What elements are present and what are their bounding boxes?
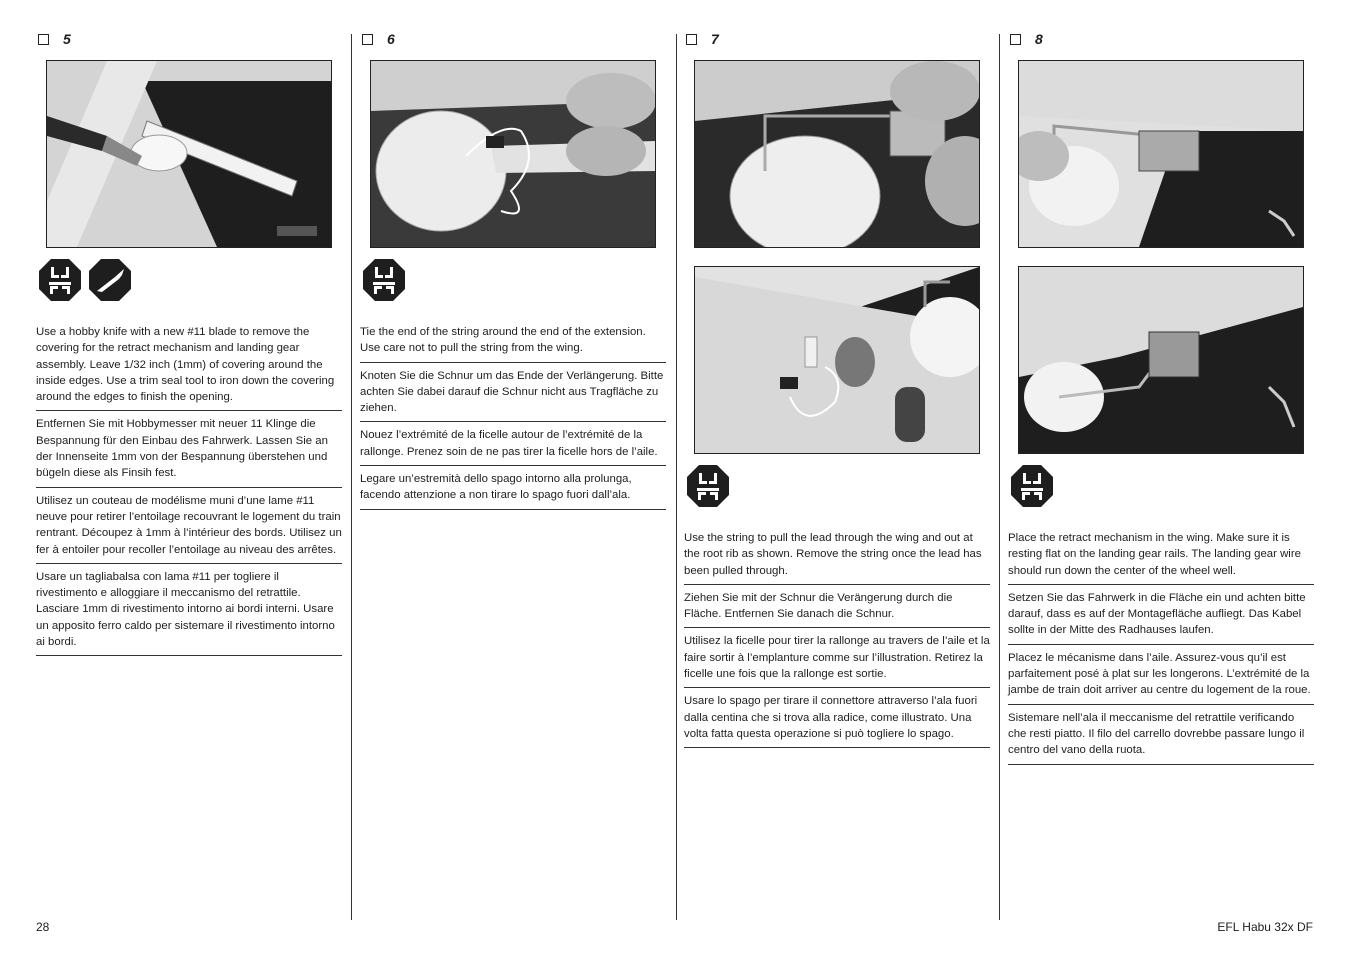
step-number: 6 xyxy=(387,31,395,47)
step-7-photo-bottom xyxy=(694,266,980,454)
step-checkbox[interactable] xyxy=(362,34,373,45)
step-checkbox[interactable] xyxy=(686,34,697,45)
step-number: 7 xyxy=(711,31,719,47)
step-8-column xyxy=(1008,30,1314,770)
glue-tool-icon xyxy=(362,258,406,302)
instruction-fr: Utilisez un couteau de modélisme muni d’une lame #11 neuve pour retirer l’entoilage recouvrant le logement du train rentrant. Découpez à 1mm à l’intérieur des bords. Utilisez un fer à entoiler pour recoller l’entoilage au niveau des arrêtes. xyxy=(36,493,342,564)
glue-tool-icon xyxy=(1010,464,1054,508)
step-5-header xyxy=(36,30,342,48)
instruction-it: Usare lo spago per tirare il connettore attraverso l’ala fuori dalla centina che si trova alla radice, come illustrato. Una volta fatta questa operazione si può togliere lo spago. xyxy=(684,693,990,748)
instruction-fr: Nouez l’extrémité de la ficelle autour de l’extrémité de la rallonge. Prenez soin de ne pas tirer la ficelle hors de l’aile. xyxy=(360,427,666,466)
instruction-en: Place the retract mechanism in the wing. Make sure it is resting flat on the landing gear rails. The landing gear wire should run down the center of the wheel well. xyxy=(1008,530,1314,585)
step-checkbox[interactable] xyxy=(1010,34,1021,45)
glue-tool-icon xyxy=(686,464,730,508)
step-8-photo-bottom xyxy=(1018,266,1304,454)
step-8-photo-top xyxy=(1018,60,1304,248)
instruction-en: Use the string to pull the lead through the wing and out at the root rib as shown. Remove the string once the lead has been pulled through. xyxy=(684,530,990,585)
instruction-it: Sistemare nell’ala il meccanisme del retrattile verificando che resti piatto. Il filo del carrello dovrebbe passare lungo il centro del vano della ruota. xyxy=(1008,710,1314,765)
instruction-it: Usare un tagliabalsa con lama #11 per togliere il rivestimento e alloggiare il meccanismo del retrattile. Lasciare 1mm di rivestimento intorno ai bordi interni. Usare un apposito ferro caldo per sistemare il rivestimento intorno ai bordi. xyxy=(36,569,342,656)
column-divider xyxy=(676,34,677,920)
step-checkbox[interactable] xyxy=(38,34,49,45)
instruction-de: Knoten Sie die Schnur um das Ende der Verlängerung. Bitte achten Sie dabei darauf die Schnur nicht aus Tragfläche zu ziehen. xyxy=(360,368,666,423)
instruction-it: Legare un’estremità dello spago intorno alla prolunga, facendo attenzione a non tirare lo spago fuori dall’ala. xyxy=(360,471,666,510)
column-divider xyxy=(351,34,352,920)
step-7-header xyxy=(684,30,990,48)
step-5-column xyxy=(36,30,342,661)
step-7-column xyxy=(684,30,990,753)
step-8-header xyxy=(1008,30,1314,48)
instruction-de: Entfernen Sie mit Hobbymesser mit neuer 11 Klinge die Bespannung für den Einbau des Fahrwerk. Lassen Sie an der Innenseite 1mm von der Bespannung überstehen und bügeln diese als Finsih fest. xyxy=(36,416,342,487)
instruction-de: Ziehen Sie mit der Schnur die Verängerung durch die Fläche. Entfernen Sie danach die Schnur. xyxy=(684,590,990,629)
page-number: 28 xyxy=(36,920,50,934)
step-6-column xyxy=(360,30,666,515)
instruction-en: Use a hobby knife with a new #11 blade to remove the covering for the retract mechanism and landing gear assembly. Leave 1/32 inch (1mm) of covering around the inside edges. Use a trim seal tool to iron down the covering around the edges to finish the opening. xyxy=(36,324,342,411)
step-number: 8 xyxy=(1035,31,1043,47)
step-7-photo-top xyxy=(694,60,980,248)
product-name: EFL Habu 32x DF xyxy=(1217,920,1313,934)
instruction-de: Setzen Sie das Fahrwerk in die Fläche ein und achten bitte darauf, dass es auf der Montagefläche aufliegt. Das Kabel sollte in der Mitte des Radhauses laufen. xyxy=(1008,590,1314,645)
instruction-en: Tie the end of the string around the end of the extension. Use care not to pull the string from the wing. xyxy=(360,324,666,363)
step-6-header xyxy=(360,30,666,48)
step-6-photo xyxy=(370,60,656,248)
step-number: 5 xyxy=(63,31,71,47)
instruction-fr: Utilisez la ficelle pour tirer la rallonge au travers de l’aile et la faire sortir à l’emplanture comme sur l’illustration. Retirez la ficelle une fois que la rallonge est sortie. xyxy=(684,633,990,688)
instruction-fr: Placez le mécanisme dans l’aile. Assurez-vous qu’il est parfaitement posé à plat sur les longerons. L’extrémité de la jambe de train doit arriver au centre du logement de la roue. xyxy=(1008,650,1314,705)
step-5-photo xyxy=(46,60,332,248)
column-divider xyxy=(999,34,1000,920)
hobby-knife-icon xyxy=(88,258,132,302)
glue-tool-icon xyxy=(38,258,82,302)
